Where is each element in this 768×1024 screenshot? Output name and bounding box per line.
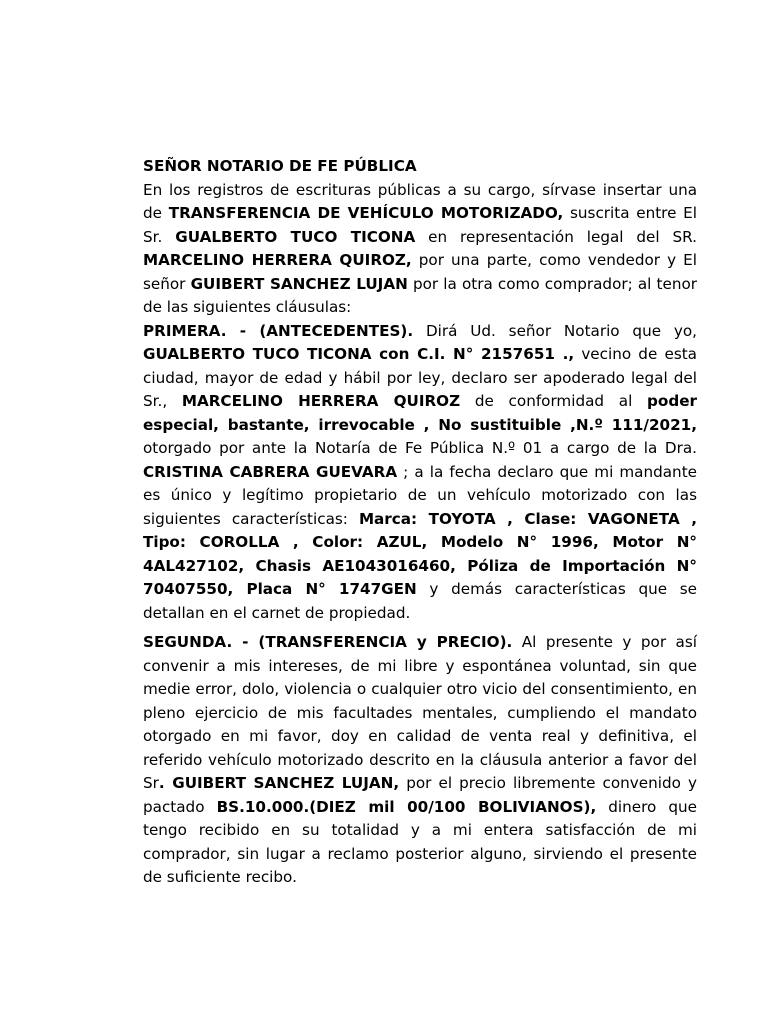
clause-primera-attorney-id: GUALBERTO TUCO TICONA con C.I. N° 2157651 .,: [143, 345, 575, 363]
clause-segunda-text: por el precio libremente convenido y pactado: [143, 774, 697, 816]
clause-primera-text: Dirá Ud. señor Notario que yo,: [413, 321, 697, 340]
clause-segunda-price: BS.10.000.(DIEZ mil 00/100 BOLIVIANOS),: [216, 797, 597, 816]
intro-paragraph: [143, 179, 697, 320]
document-page: [143, 155, 697, 890]
clause-primera-text: otorgado por ante la Notaría de Fe Pública N.º 01 a cargo de la Dra.: [143, 439, 697, 457]
clause-primera-power-of-attorney: poder especial, bastante, irrevocable , No sustituible ,N.º 111/2021,: [143, 392, 697, 434]
clause-primera-principal-name: MARCELINO HERRERA QUIROZ: [181, 392, 461, 410]
clause-primera-notary-name: CRISTINA CABRERA GUEVARA: [143, 462, 398, 481]
clause-segunda-text: Al presente y por así convenir a mis intereses, de mi libre y espontánea voluntad, sin que medie error, dolo, violencia o cualquier otro vicio del consentimiento, en pleno ejercicio de mis facultades mentales, cumpliendo el mandato otorgado en mi favor, doy en calidad de venta real y definitiva, el referido vehículo motorizado descrito en la cláusula anterior a favor del Sr: [143, 633, 697, 792]
document-title: SEÑOR NOTARIO DE FE PÚBLICA: [143, 157, 417, 175]
intro-text: En los registros de escrituras públicas a su cargo, sírvase insertar una de: [143, 180, 697, 222]
intro-contract-type: TRANSFERENCIA DE VEHÍCULO MOTORIZADO,: [168, 204, 564, 222]
clause-primera-text: y demás características que se detallan en el carnet de propiedad.: [143, 580, 697, 622]
clause-segunda-paragraph: [143, 631, 697, 890]
clause-primera-text: ; a la fecha declaro que mi mandante es único y legítimo propietario de un vehículo motorizado con las siguientes características:: [143, 462, 697, 528]
clause-primera-text: de conformidad al: [460, 392, 648, 410]
clause-primera-paragraph: [143, 320, 697, 626]
clause-primera-heading: PRIMERA. - (ANTECEDENTES).: [143, 321, 414, 340]
clause-segunda-heading: SEGUNDA. - (TRANSFERENCIA y PRECIO).: [143, 633, 513, 651]
intro-text: suscrita entre El Sr.: [143, 204, 697, 246]
intro-buyer-name: GUIBERT SANCHEZ LUJAN: [190, 274, 408, 293]
clause-primera-vehicle-details: Marca: TOYOTA , Clase: VAGONETA , Tipo: COROLLA , Color: AZUL, Modelo N° 1996, Motor N° 4AL427102, Chasis AE1043016460, Póliza de Importación N° 70407550, Placa N° 1747GEN: [143, 509, 697, 598]
clause-segunda-buyer-name: . GUIBERT SANCHEZ LUJAN,: [158, 774, 400, 792]
intro-text: por la otra como comprador; al tenor de las siguientes cláusulas:: [143, 274, 698, 316]
intro-text: en representación legal del SR.: [415, 227, 697, 246]
clause-primera-text: vecino de esta ciudad, mayor de edad y hábil por ley, declaro ser apoderado legal del Sr.,: [143, 345, 697, 410]
intro-seller-name: MARCELINO HERRERA QUIROZ,: [143, 251, 412, 269]
intro-representative-name: GUALBERTO TUCO TICONA: [175, 227, 416, 246]
clause-segunda-text: dinero que tengo recibido en su totalidad y a mi entera satisfacción de mi comprador, sin lugar a reclamo posterior alguno, sirviendo el presente de suficiente recibo.: [143, 797, 697, 886]
intro-text: por una parte, como vendedor y El señor: [143, 251, 697, 293]
